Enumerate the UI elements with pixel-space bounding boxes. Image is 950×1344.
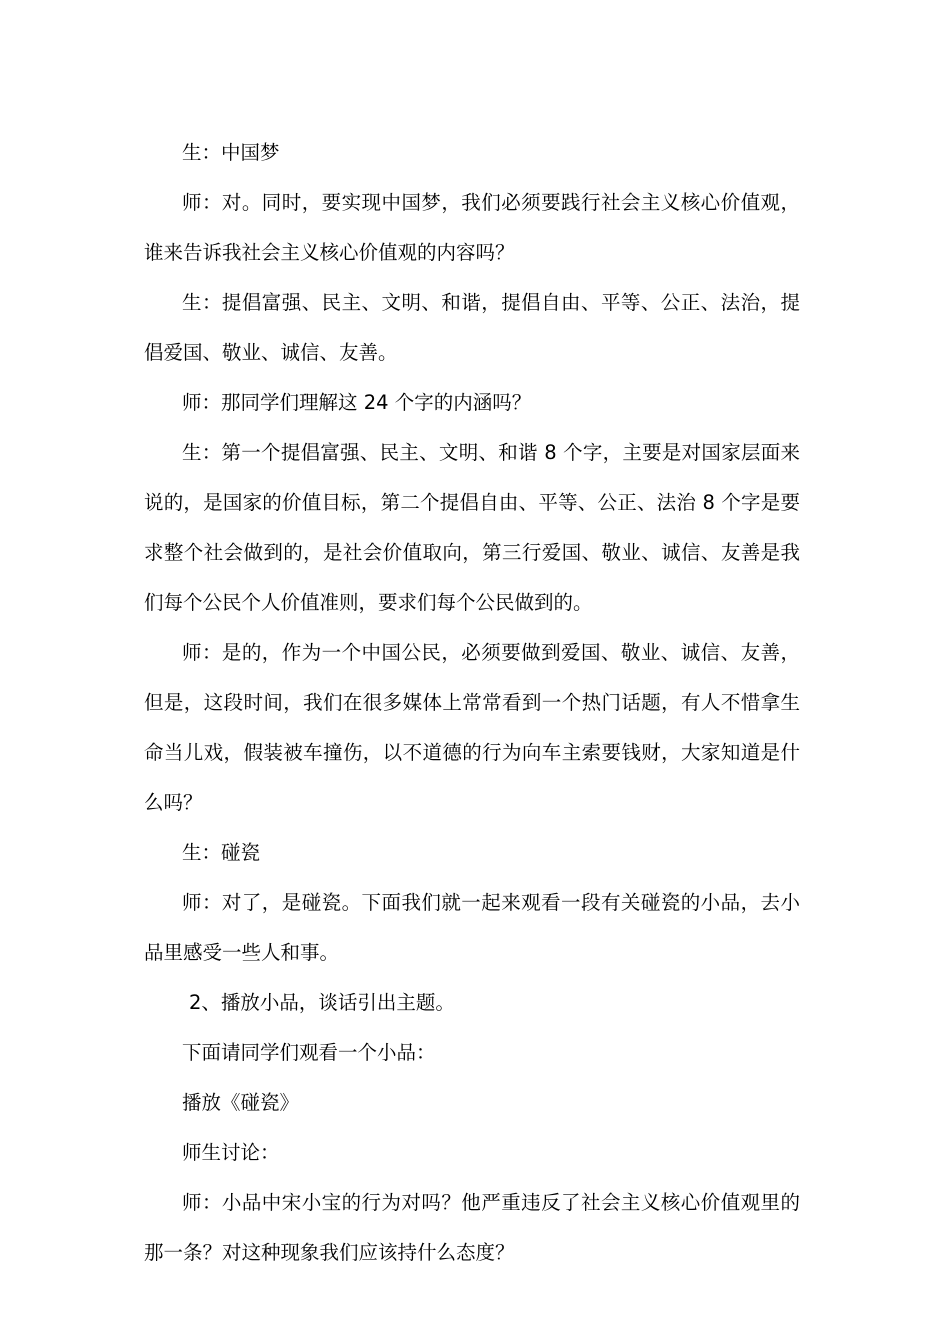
document-body [144,128,800,1278]
paragraph-teacher-hot-topic: 师：是的，作为一个中国公民，必须要做到爱国、敬业、诚信、友善，但是，这段时间，我们在很多媒体上常常看到一个热门话题，有人不惜拿生命当儿戏，假装被车撞伤，以不道德的行为向车主索要钱财，大家知道是什么吗？ [144,641,800,814]
paragraph-step-2-heading: 2、播放小品，谈话引出主题。 [189,991,455,1014]
paragraph-teacher-core-values-question: 师：对。同时，要实现中国梦，我们必须要践行社会主义核心价值观，谁来告诉我社会主义核心价值观的内容吗？ [144,191,800,264]
paragraph-student-chinese-dream: 生：中国梦 [182,141,280,164]
paragraph-play-sketch: 播放《碰瓷》 [182,1091,300,1114]
paragraph-student-core-values-content: 生：提倡富强、民主、文明、和谐，提倡自由、平等、公正、法治，提倡爱国、敬业、诚信、友善。 [144,291,800,364]
paragraph-student-meaning-answer: 生：第一个提倡富强、民主、文明、和谐 8 个字，主要是对国家层面来说的，是国家的价值目标，第二个提倡自由、平等、公正、法治 8 个字是要求整个社会做到的，是社会价值取向，第三行爱国、敬业、诚信、友善是我们每个公民个人价值准则，要求们每个公民做到的。 [144,441,800,614]
paragraph-teacher-meaning-question: 师：那同学们理解这 24 个字的内涵吗？ [182,391,532,414]
paragraph-student-pengci: 生：碰瓷 [182,841,261,864]
paragraph-watch-sketch: 下面请同学们观看一个小品： [182,1041,436,1064]
paragraph-teacher-discussion-question: 师：小品中宋小宝的行为对吗？他严重违反了社会主义核心价值观里的那一条？对这种现象我们应该持什么态度？ [144,1191,800,1264]
paragraph-discussion-label: 师生讨论： [182,1141,280,1164]
paragraph-teacher-sketch-intro: 师：对了，是碰瓷。下面我们就一起来观看一段有关碰瓷的小品，去小品里感受一些人和事。 [144,891,800,964]
